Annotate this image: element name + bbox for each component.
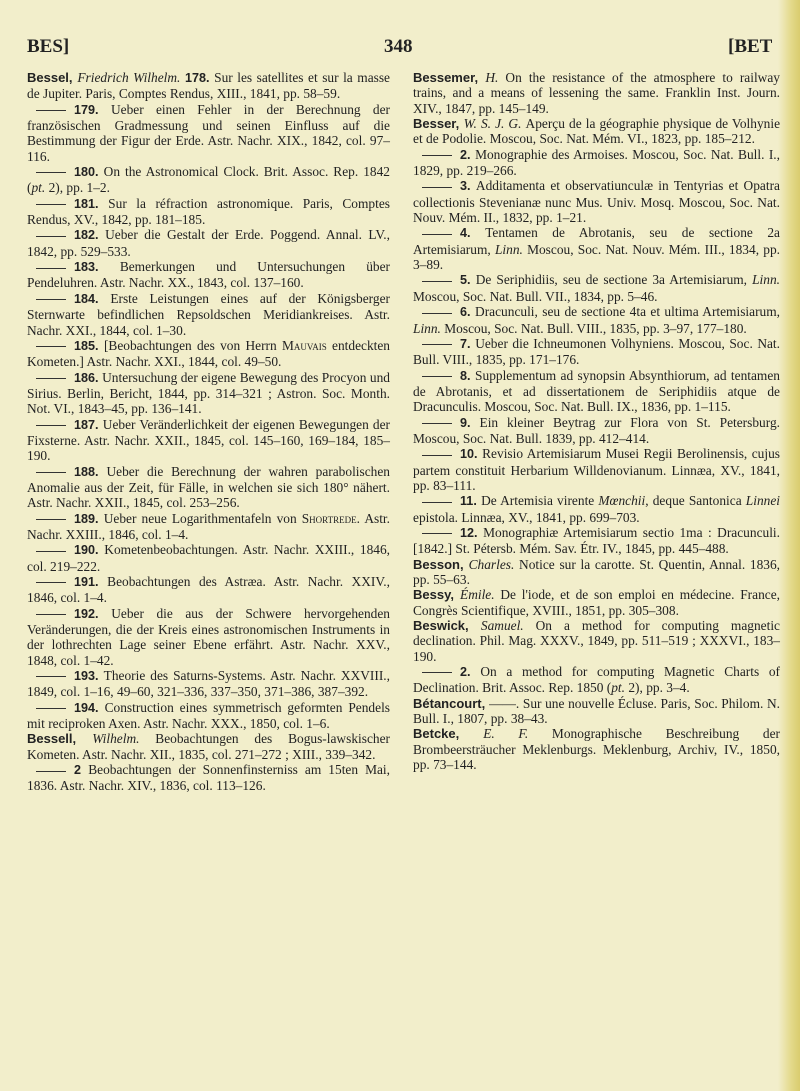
entry-text: Kometenbeobachtungen. Astr. Nachr. XXIII., 1846, col. 219–222. (27, 542, 391, 574)
entry-text: Shortrede (301, 510, 357, 526)
ditto-dash (36, 708, 66, 709)
ditto-dash (36, 236, 66, 237)
entry-text: De Seriphidiis, seu de sectione 3a Artemisiarum, (475, 272, 753, 288)
bibliography-entry (27, 542, 390, 574)
bibliography-entry (413, 70, 780, 116)
entry-text: Dracunculi, seu de sectione 4ta et ultima Artemisiarum, (475, 304, 780, 320)
entry-text: Ueber die Berechnung der wahren parabolischen Anomalie aus der Zeit, für Fälle, in welchen sie sich 180° nähert. Astr. Nachr. XXII., 1845, col. 253–256. (27, 463, 390, 511)
entry-number: 183. (74, 260, 120, 275)
entry-number: 184. (74, 291, 111, 306)
bibliography-entry (27, 370, 390, 417)
entry-text: Sur les satellites et sur la masse de Jupiter. Paris, Comptes Rendus, XIII., 1841, pp. 58–59. (27, 70, 391, 102)
entry-text: ——. Sur une nouvelle Écluse. Paris, Soc. Philom. N. Bull. I., 1807, pp. 38–43. (413, 695, 780, 727)
entry-number: 8. (460, 368, 476, 383)
entry-text: pt. (31, 180, 46, 196)
right-column (413, 70, 780, 772)
bibliography-entry (27, 574, 390, 606)
entry-text: Tentamen de Abrotanis, seu de sectione 2a Artemisiarum, (413, 225, 780, 257)
ditto-dash (36, 378, 66, 379)
entry-text: Wilhelm. (92, 731, 156, 747)
entry-number: 2. (460, 147, 476, 162)
entry-text: Construction eines symmetrisch geformten Pendels mit reciproken Axen. Astr. Nachr. XXX., 1850, col. 1–6. (27, 699, 391, 732)
entry-text: Ueber die Ichneumonen Volhyniens. Moscou, Soc. Nat. Bull. VIII., 1835, pp. 171–176. (413, 335, 780, 368)
ditto-dash (36, 346, 66, 347)
entry-text: De Artemisia virente (481, 493, 599, 509)
entry-text: H. (485, 70, 506, 85)
bibliography-entry (413, 368, 780, 415)
entry-number: 9. (460, 415, 480, 430)
ditto-dash (422, 423, 452, 424)
entry-text: Linnei (745, 493, 781, 509)
entry-text: Linn. (413, 320, 441, 336)
entry-text: On a method for computing magnetic declination. Phil. Mag. XXXV., 1849, pp. 511–519 ; XXXVI., 183–190. (413, 618, 780, 664)
entry-text: Bemerkungen und Untersuchungen über Pendeluhren. Astr. Nachr. XX., 1843, col. 137–160. (27, 259, 390, 291)
author-name: Bessel, (27, 70, 78, 85)
entry-text: Aperçu de la géographie physique de Volhynie et de Podolie. Moscou, Soc. Nat. Mém. VI., 1823, pp. 185–212. (413, 116, 781, 147)
bibliography-entry (27, 338, 390, 370)
bibliography-entry (27, 227, 390, 259)
entry-text: . Astr. Nachr. XXIII., 1846, col. 1–4. (27, 510, 390, 542)
ditto-dash (422, 455, 452, 456)
bibliography-entry (27, 700, 390, 732)
entry-text: Revisio Artemisiarum Musei Regii Berolinensis, cujus partem constituit Herbarium Willdenovianum. Linnæa, XV., 1841, pp. 83–111. (413, 446, 780, 493)
entry-text: Mauvais (281, 337, 327, 353)
entry-text: Émile. (460, 587, 501, 603)
entry-number: 2 (74, 763, 89, 778)
entry-text: Monographische Beschreibung der Brombeersträucher Meklenburgs. Meklenburg, Archiv, IV., 1850, pp. 73–144. (413, 726, 780, 773)
ditto-dash (36, 582, 66, 583)
bibliography-entry (413, 304, 780, 336)
ditto-dash (36, 676, 66, 677)
entry-number: 178. (184, 71, 215, 85)
ditto-dash (422, 313, 452, 314)
author-name: Bétancourt, (413, 695, 490, 711)
entry-text: Moscou, Soc. Nat. Bull. VIII., 1835, pp. 3–97, 177–180. (440, 320, 747, 336)
bibliography-entry (27, 417, 390, 464)
header-left-guide: BES] (27, 36, 70, 57)
entry-text: De l'iode, et de son emploi en médecine. France, Congrès Scientifique, XVIII., 1851, pp. 305–308. (413, 587, 780, 618)
author-name: Bessy, (413, 587, 461, 603)
entry-number: 188. (74, 464, 107, 479)
bibliography-entry (413, 525, 780, 557)
entry-number: 190. (74, 543, 105, 558)
bibliography-entry (27, 291, 390, 338)
entry-number: 6. (460, 305, 476, 320)
entry-number: 180. (74, 165, 104, 180)
ditto-dash (422, 344, 452, 345)
bibliography-entry (27, 731, 390, 762)
ditto-dash (36, 268, 66, 269)
entry-number: 10. (460, 447, 483, 462)
bibliography-entry (27, 259, 390, 291)
bibliography-entry (27, 606, 390, 668)
entry-text: Additamenta et observatiunculæ in Tentyrias et Opatra collectionis Stevenianæ nunc Mus. Univ. Mosq. Moscou, Soc. Nat. Nouv. Mém. II., 1832, pp. 1–21. (413, 178, 780, 226)
entry-text: Monographiæ Artemisiarum sectio 1ma : Dracunculi. [1842.] St. Pétersb. Mém. Sav. Étr. IV., 1845, pp. 445–488. (413, 524, 780, 557)
entry-text: Theorie des Saturns-Systems. Astr. Nachr. XXVIII., 1849, col. 1–16, 49–60, 321–336, 337–350, 371–386, 387–392. (27, 668, 391, 700)
author-name: Besson, (413, 556, 469, 572)
entry-text: Notice sur la carotte. St. Quentin, Annal. 1836, pp. 55–63. (413, 556, 781, 587)
entry-number: 187. (74, 417, 103, 432)
bibliography-entry (27, 102, 390, 164)
bibliography-entry (413, 116, 780, 147)
entry-number: 192. (74, 606, 112, 621)
entry-text: Supplementum ad synopsin Absynthiorum, ad tentamen de Abrotanis, et ad dissertationem de Seriphidiis atque de Dracunculis. Moscou, Soc. Nat. Bull. IX., 1836, pp. 1–115. (413, 367, 780, 415)
entry-text: epistola. Linnæa, XV., 1841, pp. 699–703. (413, 509, 640, 525)
bibliography-entry (413, 618, 780, 664)
bibliography-entry (413, 415, 780, 447)
bibliography-entry (413, 272, 780, 304)
entry-number: 181. (74, 196, 109, 211)
entry-number: 2. (460, 665, 481, 680)
bibliography-entry (27, 464, 390, 511)
author-name: Beswick, (413, 618, 481, 634)
entry-number: 185. (74, 338, 104, 353)
author-name: Bessell, (27, 731, 93, 747)
entry-text: Mœnchii (598, 493, 646, 509)
entry-text: Friedrich Wilhelm. (77, 70, 185, 85)
page-number: 348 (384, 36, 413, 57)
ditto-dash (422, 672, 452, 673)
bibliography-entry (413, 225, 780, 272)
ditto-dash (36, 519, 66, 520)
entry-number: 4. (460, 226, 486, 241)
ditto-dash (36, 472, 66, 473)
entry-text: On the resistance of the atmosphere to railway trains, and a means of lessening the same. Franklin Inst. Journ. XIV., 1847, pp. 145–149. (413, 70, 780, 116)
entry-number: 193. (74, 669, 104, 684)
entry-text: W. S. J. G. (463, 116, 526, 132)
entry-text: Moscou, Soc. Nat. Nouv. Mém. III., 1834, pp. 3–89. (413, 241, 780, 273)
entry-text: Ueber die Gestalt der Erde. Poggend. Annal. LV., 1842, pp. 529–533. (27, 227, 391, 259)
bibliography-entry (27, 70, 390, 102)
bibliography-entry (413, 178, 780, 225)
entry-number: 3. (460, 179, 476, 194)
entry-number: 194. (74, 700, 105, 715)
bibliography-entry (413, 336, 780, 368)
entry-text: Ueber einen Fehler in der Berechnung der französischen Gradmessung und seinen Einfluss auf die Bestimmung der Figur der Erde. Astr. Nachr. XIX., 1842, col. 97–116. (27, 101, 390, 164)
bibliography-entry (413, 147, 780, 179)
ditto-dash (36, 299, 66, 300)
page-edge (778, 0, 800, 1091)
bibliography-entry (413, 726, 780, 772)
ditto-dash (422, 376, 452, 377)
ditto-dash (422, 234, 452, 235)
entry-text: Beobachtungen des Astræa. Astr. Nachr. XXIV., 1846, col. 1–4. (27, 574, 390, 606)
ditto-dash (422, 281, 452, 282)
entry-number: 7. (460, 336, 476, 351)
entry-text: Ein kleiner Beytrag zur Flora von St. Petersburg. Moscou, Soc. Nat. Bull. 1839, pp. 412–414. (413, 414, 780, 446)
bibliography-entry (413, 493, 780, 525)
ditto-dash (36, 425, 66, 426)
bibliography-entry (27, 164, 390, 196)
ditto-dash (36, 172, 66, 173)
ditto-dash (422, 155, 452, 156)
entry-text: Erste Leistungen eines auf der Königsberger Sternwarte befindlichen Repsoldschen Meridiankreises. Astr. Nachr. XXI., 1844, col. 1–30. (27, 290, 390, 338)
bibliography-entry (413, 557, 780, 588)
entry-text: On the Astronomical Clock. Brit. Assoc. Rep. 1842 ( (27, 164, 390, 196)
ditto-dash (36, 771, 66, 772)
entry-text: Untersuchung der eigene Bewegung des Procyon und Sirius. Berlin, Bericht, 1844, pp. 314–321 ; Astron. Soc. Month. Not. VI., 1843–45, pp. 136–141. (27, 369, 390, 417)
entry-text: 2), pp. 3–4. (625, 680, 690, 696)
header-right-guide: [BET (728, 36, 773, 57)
bibliography-entry (413, 587, 780, 618)
ditto-dash (422, 533, 452, 534)
entry-number: 186. (74, 370, 103, 385)
ditto-dash (36, 614, 66, 615)
entry-text: entdeckten Kometen.] Astr. Nachr. XXI., 1844, col. 49–50. (27, 337, 391, 370)
bibliography-entry (27, 668, 390, 700)
entry-text: Beobachtungen der Sonnenfinsterniss am 15ten Mai, 1836. Astr. Nachr. XIV., 1836, col. 113–126. (27, 762, 391, 794)
entry-text: Ueber die aus der Schwere hervorgehenden Veränderungen, die der Kreis eines astronomischen Instruments in der lothrechten Lage seiner Ebene erfährt. Astr. Nachr. XXV., 1848, col. 1–42. (27, 605, 390, 668)
ditto-dash (36, 551, 66, 552)
entry-text: Ueber Veränderlichkeit der eigenen Bewegungen der Fixsterne. Astr. Nachr. XXII., 1845, col. 145–160, 169–184, 185–190. (27, 416, 391, 464)
bibliography-entry (27, 196, 390, 228)
author-name: Betcke, (413, 726, 484, 742)
entry-text: E. F. (483, 726, 552, 742)
left-column (27, 70, 390, 794)
entry-text: Charles. (468, 556, 520, 572)
author-name: Bessemer, (413, 70, 486, 85)
bibliography-entry (27, 511, 390, 543)
entry-text: Linn. (494, 241, 523, 257)
bibliography-entry (413, 446, 780, 493)
ditto-dash (36, 110, 66, 111)
entry-number: 179. (74, 102, 111, 117)
entry-text: [Beobachtungen des von Herrn (103, 337, 282, 353)
ditto-dash (422, 502, 452, 503)
entry-number: 189. (74, 511, 104, 526)
bibliography-entry (413, 696, 780, 727)
entry-text: Samuel. (480, 618, 536, 634)
entry-text: Beobachtungen des Bogus-lawskischer Kometen. Astr. Nachr. XII., 1835, col. 271–272 ; XIII., 339–342. (27, 731, 390, 762)
ditto-dash (422, 187, 452, 188)
entry-text: Linn. (752, 272, 780, 288)
entry-text: 2), pp. 1–2. (45, 180, 110, 196)
entry-text: pt. (611, 680, 625, 696)
bibliography-entry (27, 762, 390, 794)
entry-number: 191. (74, 575, 108, 589)
entry-number: 5. (460, 273, 476, 288)
entry-number: 182. (74, 228, 106, 243)
entry-text: On a method for computing Magnetic Charts of Declination. Brit. Assoc. Rep. 1850 ( (413, 664, 780, 696)
ditto-dash (36, 204, 66, 205)
entry-text: Moscou, Soc. Nat. Bull. VII., 1834, pp. 5–46. (413, 288, 658, 304)
entry-text: Monographie des Armoises. Moscou, Soc. Nat. Bull. I., 1829, pp. 219–266. (413, 146, 780, 179)
entry-number: 12. (460, 525, 484, 540)
entry-text: Sur la réfraction astronomique. Paris, Comptes Rendus, XV., 1842, pp. 181–185. (27, 195, 390, 228)
author-name: Besser, (413, 116, 464, 132)
bibliography-entry (413, 664, 780, 696)
entry-text: , deque Santonica (645, 493, 746, 509)
entry-text: Ueber neue Logarithmentafeln von (103, 510, 302, 526)
entry-number: 11. (460, 494, 482, 509)
